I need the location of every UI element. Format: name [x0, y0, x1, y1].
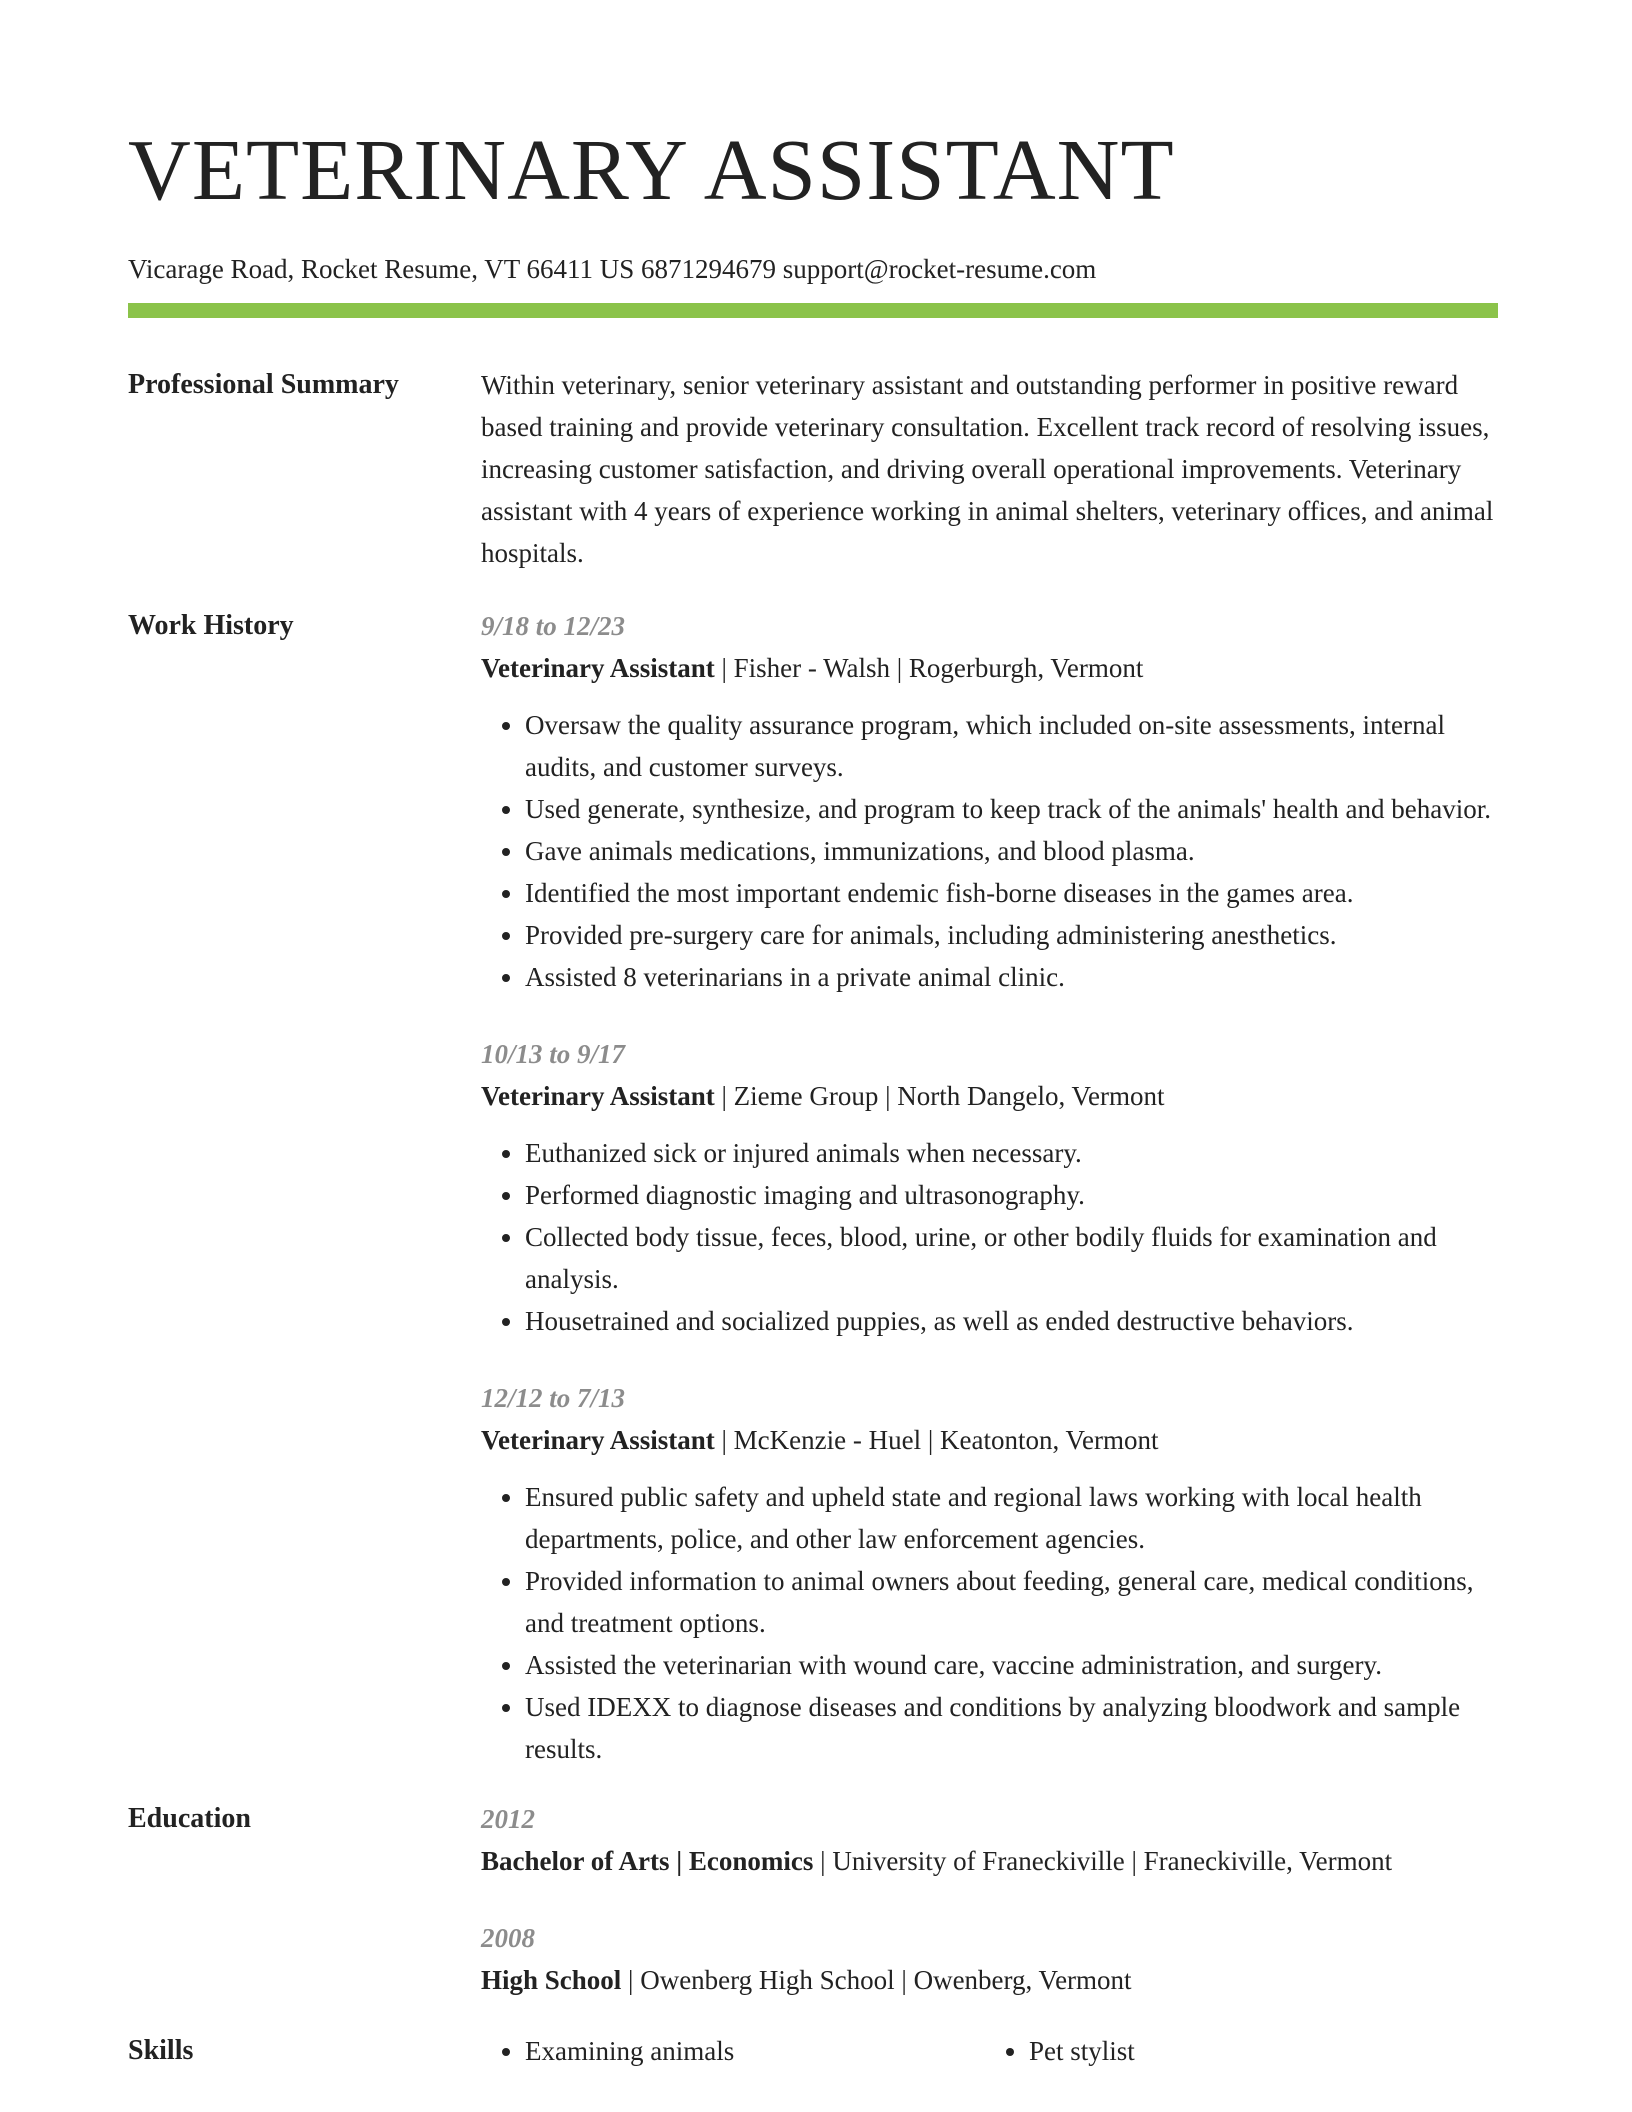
section-title-summary: Professional Summary	[128, 369, 399, 401]
job-dates: 9/18 to 12/23	[481, 611, 626, 642]
job-role: Veterinary Assistant	[481, 1425, 715, 1456]
job-bullet: • Provided information to animal owners about feeding, general care, medical conditions, and treatment options.	[525, 1560, 1498, 1644]
education-school-location: | Owenberg High School | Owenberg, Vermont	[621, 1965, 1132, 1996]
job-bullet: • Housetrained and socialized puppies, as well as ended destructive behaviors.	[525, 1300, 1498, 1342]
education-degree: High School	[481, 1965, 622, 1996]
contact-line: Vicarage Road, Rocket Resume, VT 66411 US 6871294679 support@rocket-resume.com	[128, 254, 1097, 284]
job-company-location: | Zieme Group | North Dangelo, Vermont	[714, 1081, 1165, 1112]
job-bullets	[481, 1132, 1498, 1342]
job-bullet: • Gave animals medications, immunizations, and blood plasma.	[525, 830, 1498, 872]
skills-section	[128, 2030, 1498, 2072]
job-bullet: • Oversaw the quality assurance program, which included on-site assessments, internal audits, and customer surveys.	[525, 704, 1498, 788]
job-entry	[481, 1377, 1498, 1770]
job-bullet: • Ensured public safety and upheld state and regional laws working with local health departments, police, and other law enforcement agencies.	[525, 1476, 1498, 1560]
education-school-location: | University of Franeckiville | Franeckiville, Vermont	[813, 1846, 1393, 1877]
job-bullet: • Provided pre-surgery care for animals, including administering anesthetics.	[525, 914, 1498, 956]
job-entry	[481, 1033, 1498, 1342]
job-dates: 10/13 to 9/17	[481, 1039, 626, 1070]
work-history-section	[128, 605, 1498, 1770]
education-degree: Bachelor of Arts | Economics	[481, 1846, 814, 1877]
job-bullet: • Used IDEXX to diagnose diseases and conditions by analyzing bloodwork and sample results.	[525, 1686, 1498, 1770]
job-bullets	[481, 1476, 1498, 1770]
job-company-location: | McKenzie - Huel | Keatonton, Vermont	[714, 1425, 1159, 1456]
education-year: 2012	[481, 1804, 535, 1835]
skills-list	[481, 2030, 1498, 2072]
education-headline	[481, 1959, 1498, 2001]
job-bullet: • Performed diagnostic imaging and ultrasonography.	[525, 1174, 1498, 1216]
summary-text: Within veterinary, senior veterinary assistant and outstanding performer in positive reward based training and provide veterinary consultation. Excellent track record of resolving issues, increasing customer satisfaction, and driving overall operational improvements. Veterinary assistant with 4 years of experience working in animal shelters, veterinary offices, and animal hospitals.	[481, 370, 1494, 569]
header-divider	[128, 303, 1498, 318]
job-dates: 12/12 to 7/13	[481, 1383, 626, 1414]
job-bullet: • Identified the most important endemic fish-borne diseases in the games area.	[525, 872, 1498, 914]
skill-item: • Pet stylist	[1029, 2030, 1498, 2072]
job-bullets	[481, 704, 1498, 998]
job-company-location: | Fisher - Walsh | Rogerburgh, Vermont	[714, 653, 1144, 684]
job-headline	[481, 1419, 1498, 1461]
job-headline	[481, 647, 1498, 689]
education-year: 2008	[481, 1923, 535, 1954]
job-bullet: • Used generate, synthesize, and program to keep track of the animals' health and behavior.	[525, 788, 1498, 830]
job-entry	[481, 605, 1498, 998]
job-bullet: • Assisted 8 veterinarians in a private animal clinic.	[525, 956, 1498, 998]
job-bullet: • Assisted the veterinarian with wound care, vaccine administration, and surgery.	[525, 1644, 1498, 1686]
education-headline	[481, 1840, 1498, 1882]
job-bullet: • Euthanized sick or injured animals when necessary.	[525, 1132, 1498, 1174]
job-role: Veterinary Assistant	[481, 1081, 715, 1112]
education-entry	[481, 1798, 1498, 1882]
summary-section	[128, 364, 1498, 574]
job-role: Veterinary Assistant	[481, 653, 715, 684]
section-title-skills: Skills	[128, 2035, 194, 2067]
education-entry	[481, 1917, 1498, 2001]
skill-item: • Examining animals	[525, 2030, 1029, 2072]
job-bullet: • Collected body tissue, feces, blood, urine, or other bodily fluids for examination and analysis.	[525, 1216, 1498, 1300]
education-section	[128, 1798, 1498, 2001]
job-headline	[481, 1075, 1498, 1117]
resume-name: VETERINARY ASSISTANT	[128, 121, 1175, 218]
section-title-education: Education	[128, 1803, 251, 1835]
section-title-work: Work History	[128, 610, 294, 642]
